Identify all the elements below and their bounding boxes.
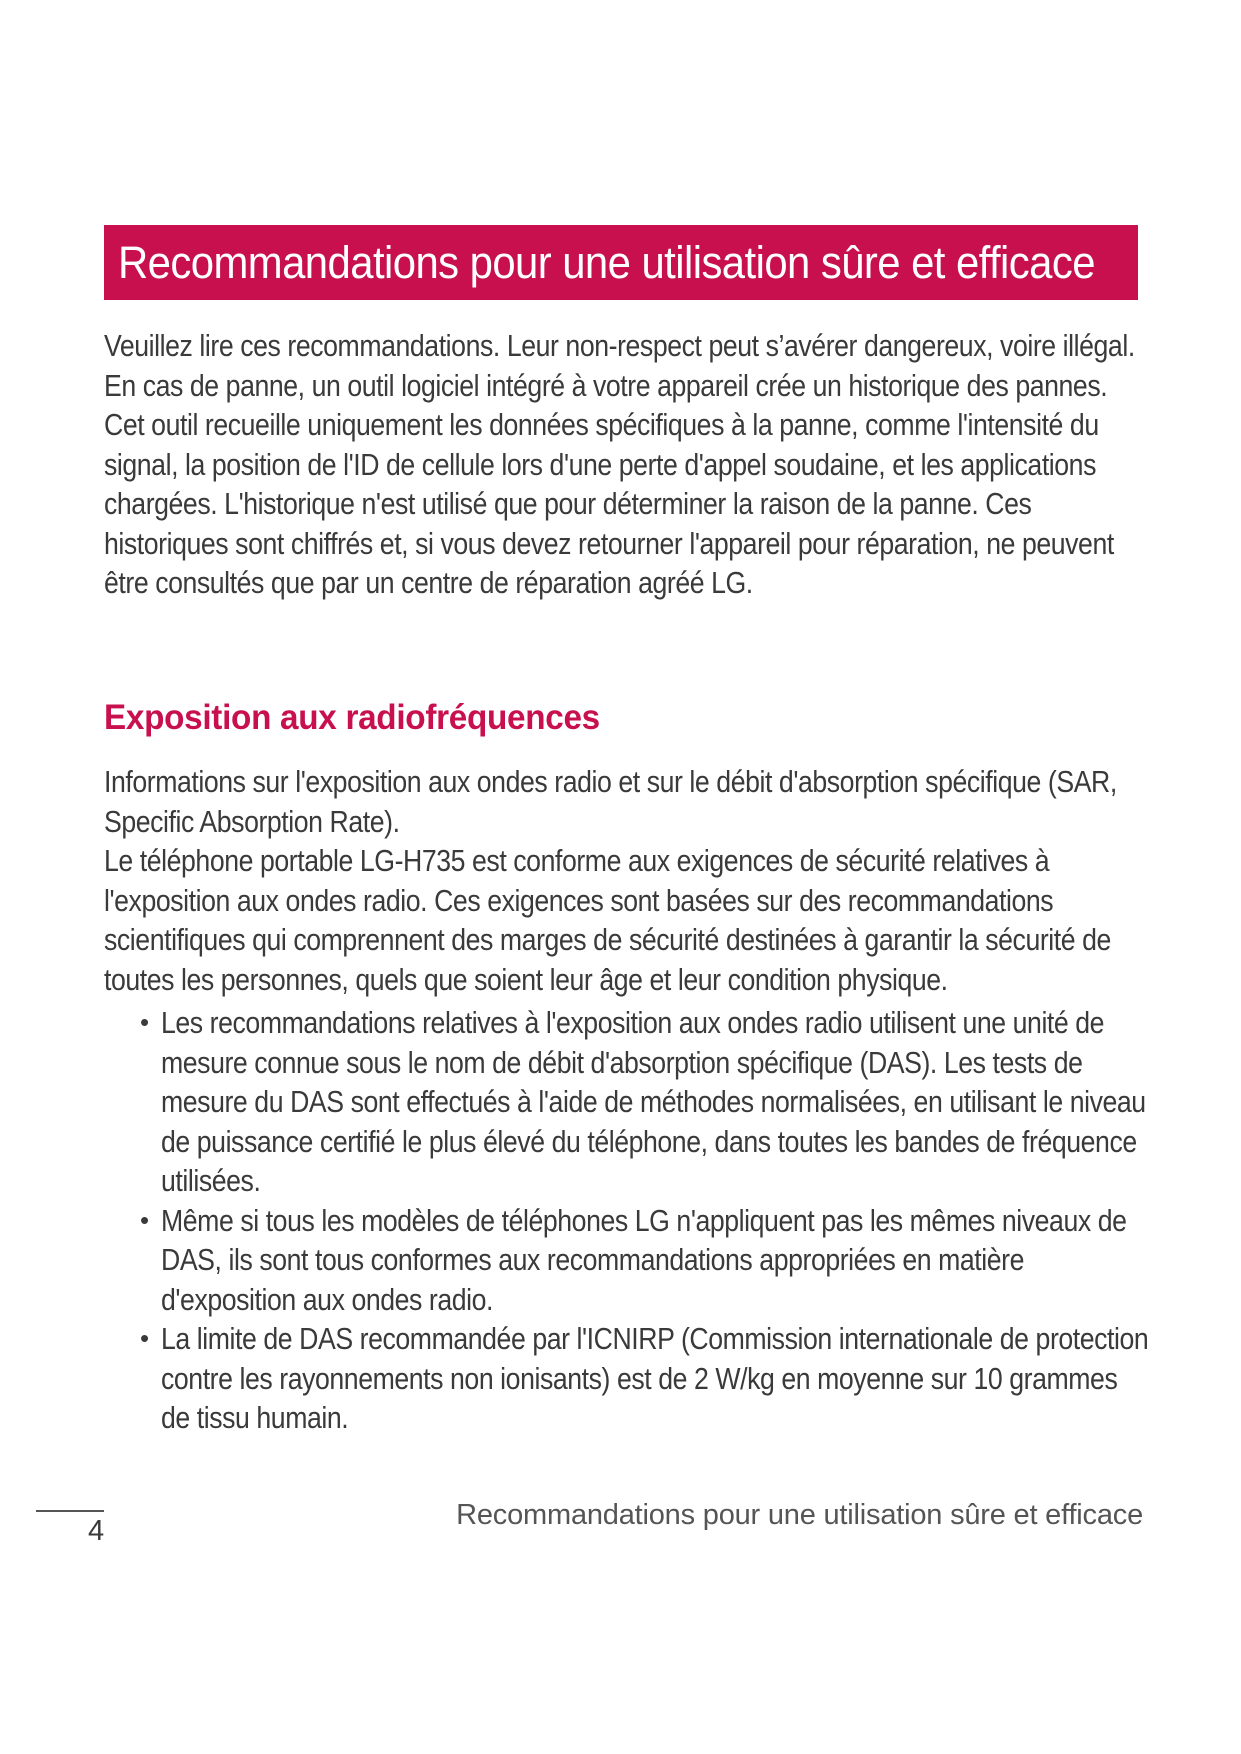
section-heading: Exposition aux radiofréquences — [104, 698, 600, 737]
footer-divider — [36, 1510, 104, 1512]
section-paragraph: Le téléphone portable LG-H735 est conforme aux exigences de sécurité relatives à l'exposition aux ondes radio. Ces exigences sont basées sur des recommandations scientifiques qui comprennent des marges de sécurité destinées à garantir la sécurité de toutes les personnes, quels que soient leur âge et leur condition physique. — [104, 843, 1111, 997]
bullet-icon: • — [140, 1204, 149, 1235]
intro-paragraph: En cas de panne, un outil logiciel intégré à votre appareil crée un historique des pannes. Cet outil recueille uniquement les données spécifiques à la panne, comme l'intensité du signal, la position de l'ID de cellule lors d'une perte d'appel soudaine, et les applications chargées. L'historique n'est utilisé que pour déterminer la raison de la panne. Ces historiques sont chiffrés et, si vous devez retourner l'appareil pour réparation, ne peuvent être consultés que par un centre de réparation agréé LG. — [104, 367, 1114, 600]
section-paragraph: Informations sur l'exposition aux ondes radio et sur le débit d'absorption spécifique (SAR, Specific Absorption Rate). — [104, 764, 1117, 839]
running-footer-title: Recommandations pour une utilisation sûre et efficace — [456, 1499, 1143, 1531]
rf-exposure-section — [104, 762, 1149, 1438]
title-banner — [104, 225, 1138, 300]
list-item-text: Les recommandations relatives à l'exposition aux ondes radio utilisent une unité de mesure connue sous le nom de débit d'absorption spécifique (DAS). Les tests de mesure du DAS sont effectués à l'aide de méthodes normalisées, en utilisant le niveau de puissance certifié le plus élevé du téléphone, dans toutes les bandes de fréquence utilisées. — [161, 1005, 1146, 1198]
intro-paragraph: Veuillez lire ces recommandations. Leur non-respect peut s’avérer dangereux, voire illégal. — [104, 328, 1135, 363]
list-item — [104, 1201, 1144, 1320]
intro-section — [104, 326, 1144, 603]
list-item — [104, 1003, 1144, 1201]
list-item-text: La limite de DAS recommandée par l'ICNIRP (Commission internationale de protection contre les rayonnements non ionisants) est de 2 W/kg en moyenne sur 10 grammes de tissu humain. — [161, 1321, 1149, 1435]
bullet-icon: • — [140, 1007, 149, 1037]
bullet-icon: • — [140, 1323, 149, 1353]
page-title: Recommandations pour une utilisation sûre et efficace — [118, 236, 1095, 288]
list-item-text: Même si tous les modèles de téléphones LG n'appliquent pas les mêmes niveaux de DAS, ils sont tous conformes aux recommandations appropriées en matière d'exposition aux ondes radio. — [161, 1202, 1127, 1317]
list-item — [104, 1319, 1149, 1438]
page-number: 4 — [88, 1515, 105, 1547]
bullet-list — [104, 1003, 1149, 1438]
